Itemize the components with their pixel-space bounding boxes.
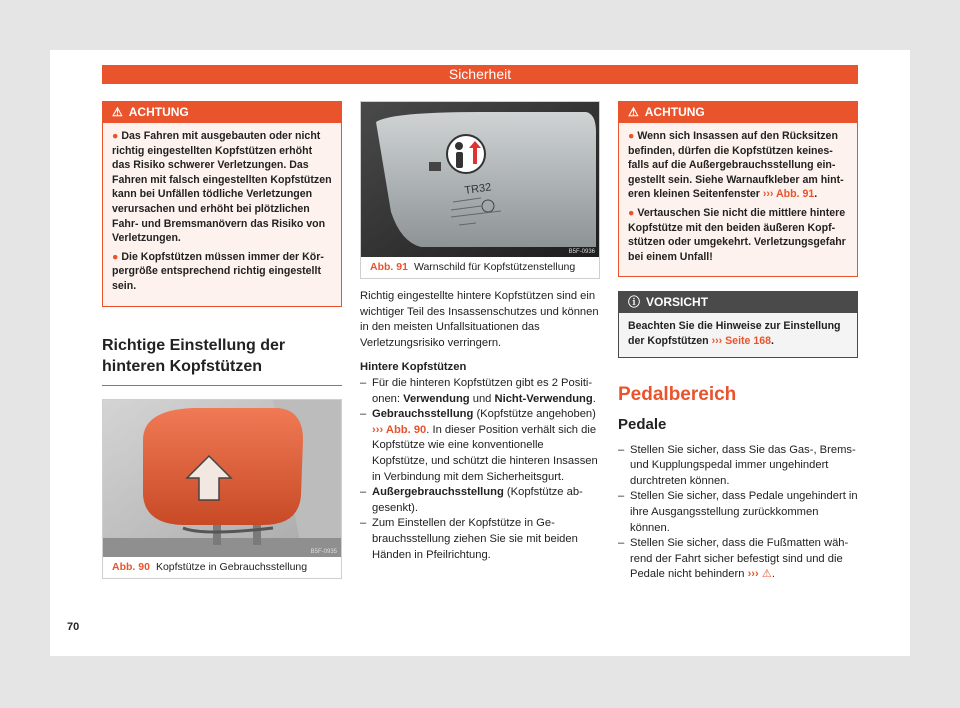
list-item: – Gebrauchsstellung (Kopfstütze angehoben) ››› Abb. 90. In dieser Position verhält sich die Kopfstütze wie eine konventionelle Kopfstütze, und schützt die hinteren Insassen in Verbindung mit dem Sicherheitsgurt.: [360, 407, 600, 485]
section-heading-block: [102, 335, 342, 386]
list-item: – Zum Einstellen der Kopfstütze in Gebrauchsstellung ziehen Sie sie mit beiden Händen in Pfeilrichtung.: [360, 516, 600, 563]
warning-body: [103, 123, 341, 306]
caution-header: [619, 292, 857, 313]
warning-triangle-icon: ⚠: [112, 105, 123, 119]
figure-label: Abb. 91: [370, 261, 408, 273]
column-left: [102, 101, 342, 579]
headrest-illustration: [103, 400, 341, 557]
warning-header: [103, 102, 341, 123]
caution-box: [618, 291, 858, 357]
subsection-heading: Pedale: [618, 415, 667, 433]
figure-code: B5F-0935: [310, 548, 337, 555]
figure-90: [102, 399, 342, 579]
manual-page: [50, 50, 910, 656]
warning-link[interactable]: ›››: [747, 568, 759, 581]
warning-box: [618, 101, 858, 277]
column-middle: [360, 101, 600, 563]
warning-triangle-icon: ⚠: [761, 568, 772, 581]
list-item: – Außergebrauchsstellung (Kopfstütze abgesenkt).: [360, 485, 600, 516]
list-item: – Stellen Sie sicher, dass die Fußmatten während der Fahrt sicher befestigt sind und die Pedale nicht behindern ››› ⚠.: [618, 536, 858, 583]
warning-body: [619, 123, 857, 276]
warning-box: [102, 101, 342, 307]
warning-item: ● Die Kopfstützen müssen immer der Körpergröße entsprechend richtig eingestellt sein.: [112, 250, 324, 292]
figure-caption: Abb. 90 Kopfstütze in Gebrauchsstellung: [112, 560, 308, 573]
intro-paragraph: Richtig eingestellte hintere Kopfstützen sind ein wichtiger Teil des Insassenschutzes und können in den meisten Unfallsituationen das Verletzungsrisiko verringern.: [360, 290, 599, 349]
info-circle-icon: ⓘ: [628, 295, 641, 310]
caution-body: Beachten Sie die Hinweise zur Einstellung der Kopfstützen ››› Seite 168.: [628, 320, 841, 347]
section-heading: Richtige Einstellung der hinteren Kopfstützen: [102, 336, 286, 375]
figure-90-image: [103, 400, 341, 557]
figure-91: [360, 101, 600, 279]
caution-heading: VORSICHT: [646, 295, 709, 310]
warning-header: [619, 102, 857, 123]
figure-link[interactable]: ››› Abb. 90: [372, 423, 427, 436]
warning-item: ● Vertauschen Sie nicht die mittlere hintere Kopfstütze mit den beiden äußeren Kopfstützen oder umgekehrt. Verletzungsgefahr bei einem Unfall!: [628, 206, 846, 263]
body-text: [360, 289, 600, 563]
warning-heading: ACHTUNG: [128, 105, 189, 119]
list-item: – Für die hinteren Kopfstützen gibt es 2 Positionen: Verwendung und Nicht-Verwendung.: [360, 376, 600, 407]
figure-caption: Abb. 91 Warnschild für Kopfstützenstellung: [370, 261, 576, 273]
pedal-list: [618, 443, 858, 583]
page-link[interactable]: ››› Seite 168: [711, 334, 772, 347]
warning-triangle-icon: ⚠: [628, 105, 639, 119]
warning-item: ● Wenn sich Insassen auf den Rücksitzen befinden, dürfen die Kopfstützen keinesfalls auf die Außergebrauchsstellung eingestellt sein. Siehe Warnaufkleber am hinteren kleinen Seitenfenster ››› Abb. 91.: [628, 130, 844, 201]
figure-code: B5F-0936: [568, 249, 595, 255]
list-item: – Stellen Sie sicher, dass Sie das Gas-, Brems- und Kupplungspedal immer ungehindert durchtreten können.: [618, 443, 858, 490]
list-item: – Stellen Sie sicher, dass Pedale ungehindert in ihre Ausgangsstellung zurückkommen können.: [618, 489, 858, 536]
subheading: Hintere Kopfstützen: [360, 361, 467, 374]
figure-link[interactable]: ››› Abb. 91: [762, 188, 815, 201]
column-right: [618, 101, 858, 583]
page-number: 70: [67, 621, 80, 633]
chapter-heading: Pedalbereich: [618, 383, 737, 405]
figure-91-image: [361, 102, 599, 257]
warning-item: ● Das Fahren mit ausgebauten oder nicht richtig eingestellten Kopfstützen erhöht das Risiko schwerer Verletzungen. Das Fahren mit falsch eingestellten Kopfstützen kann bei Unfällen tödliche Verletzungen verursachen und erhöht bei plötzlichen Fahr- und Bremsmanövern das Risiko von Verletzungen.: [112, 130, 332, 245]
section-header: Sicherheit: [102, 65, 858, 84]
warning-heading: ACHTUNG: [644, 105, 705, 119]
figure-label: Abb. 90: [112, 560, 150, 573]
sticker-code: TR32: [463, 181, 493, 197]
warning-sticker-illustration: [361, 102, 599, 257]
